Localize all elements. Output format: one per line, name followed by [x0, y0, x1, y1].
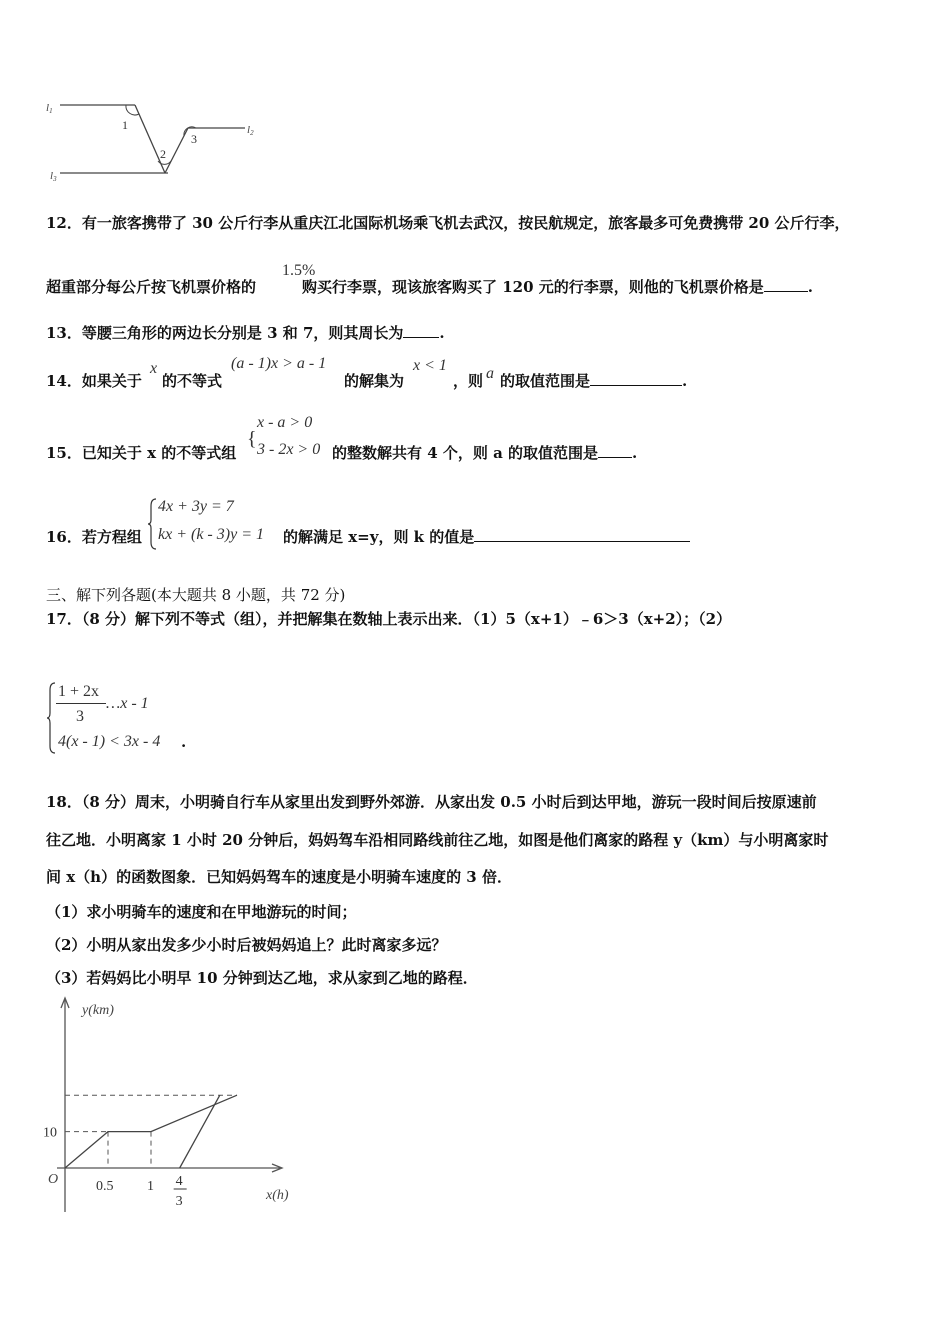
q18-sub1: （1）求小明骑车的速度和在甲地游玩的时间；	[46, 903, 357, 921]
q14-end: .	[682, 372, 688, 390]
transversal-2	[165, 128, 188, 173]
q15-a: 15．已知关于 x 的不等式组	[46, 444, 237, 462]
q18-line1: 18．（8 分）周末，小明骑自行车从家里出发到野外郊游．从家出发 0.5 小时后到达甲地，游玩一段时间后按原速前	[46, 793, 817, 811]
q14-line	[46, 370, 142, 391]
q14-e-wrap	[500, 370, 687, 391]
q15-brace: {	[247, 428, 257, 450]
x-tick-4-3-den: 3	[175, 1194, 183, 1209]
q15-end: .	[632, 444, 638, 462]
q17-end: .	[181, 733, 187, 751]
q14-d: ，则	[453, 372, 484, 390]
q14-b: 的不等式	[162, 372, 223, 390]
q17-ineq2: 4(x - 1) < 3x - 4	[58, 733, 161, 750]
q16-a-wrap	[46, 526, 142, 547]
q17-frac-den: 3	[76, 708, 84, 725]
label-l3: l3	[50, 170, 57, 183]
y-axis-label: y(km)	[82, 1003, 114, 1018]
x-tick-0.5: 0.5	[96, 1179, 114, 1194]
series-line-mother	[180, 1095, 220, 1168]
q14-var-a: a	[486, 365, 494, 382]
q13-end: .	[439, 324, 445, 342]
q16-eq2: kx + (k - 3)y = 1	[158, 526, 264, 543]
q16-eq1: 4x + 3y = 7	[158, 498, 234, 515]
q12-line2-a: 超重部分每公斤按飞机票价格的	[46, 278, 257, 296]
q13-answer-blank[interactable]	[403, 325, 439, 338]
label-l2: l2	[247, 124, 254, 137]
q13-text: 13．等腰三角形的两边长分别是 3 和 7，则其周长为	[46, 324, 404, 342]
q12-line1: 12．有一旅客携带了 30 公斤行李从重庆江北国际机场乘飞机去武汉，按民航规定，旅客最多可免费携带 20 公斤行李，	[46, 214, 850, 232]
q14-c: 的解集为	[344, 372, 405, 390]
section3-title: 三、解下列各题(本大题共 8 小题，共 72 分)	[46, 586, 346, 604]
x-tick-1: 1	[147, 1179, 154, 1194]
q15-ineq2: 3 - 2x > 0	[257, 441, 321, 458]
q14-var-x: x	[150, 360, 158, 377]
q14-answer-blank[interactable]	[590, 373, 682, 386]
q14-solution: x < 1	[413, 357, 447, 374]
q17-frac-num: 1 + 2x	[58, 683, 100, 700]
q12-end: .	[807, 278, 814, 296]
label-l1: l1	[46, 102, 53, 115]
parallel-lines-figure	[40, 95, 265, 190]
q16-a: 16．若方程组	[46, 528, 142, 546]
q17-text: 17．（8 分）解下列不等式（组），并把解集在数轴上表示出来．（1）5（x+1）﹣6＞3（x+2）；（2）	[46, 610, 732, 628]
distance-time-chart	[30, 990, 320, 1230]
q15-b-wrap	[332, 442, 637, 463]
q15-a-wrap	[46, 442, 236, 463]
series-line-xiaoming	[65, 1095, 237, 1168]
label-angle-1: 1	[122, 118, 128, 132]
q18-line3: 间 x（h）的函数图象．已知妈妈驾车的速度是小明骑车速度的 3 倍．	[46, 868, 512, 886]
q14-inequality: (a - 1)x > a - 1	[231, 355, 327, 372]
q15-b: 的整数解共有 4 个，则 a 的取值范围是	[332, 444, 599, 462]
q13-line	[46, 322, 445, 343]
q12-percent: 1.5%	[282, 262, 316, 279]
q17-rel1: …x - 1	[106, 695, 149, 712]
q12-line2	[46, 276, 813, 297]
q16-b: 的解满足 x=y，则 k 的值是	[283, 528, 475, 546]
y-tick-10: 10	[43, 1125, 57, 1141]
x-tick-4-3-num: 4	[175, 1174, 183, 1189]
q18-line2: 往乙地．小明离家 1 小时 20 分钟后，妈妈驾车沿相同路线前往乙地，如图是他们离家的路程 y（km）与小明离家时	[46, 831, 829, 849]
label-angle-2: 2	[160, 147, 166, 161]
q14-b-wrap	[162, 370, 222, 391]
q14-e: 的取值范围是	[500, 372, 591, 390]
q14-d-wrap	[453, 370, 483, 391]
q16-brace	[148, 498, 158, 550]
q17-frac-bar	[56, 703, 106, 704]
q17-brace	[47, 682, 57, 754]
q15-ineq1: x - a > 0	[257, 414, 313, 431]
q14-c-wrap	[344, 370, 404, 391]
q18-sub3: （3）若妈妈比小明早 10 分钟到达乙地，求从家到乙地的路程．	[46, 969, 478, 987]
origin-label: O	[48, 1172, 59, 1187]
label-angle-3: 3	[191, 132, 197, 146]
q12-answer-blank[interactable]	[764, 279, 808, 292]
x-axis-label: x(h)	[266, 1188, 289, 1203]
q16-b-wrap	[283, 526, 690, 547]
q15-answer-blank[interactable]	[598, 445, 632, 458]
q16-answer-blank[interactable]	[474, 529, 690, 542]
q14-a: 14．如果关于	[46, 372, 142, 390]
q12-line2-b: 购买行李票，现该旅客购买了 120 元的行李票，则他的飞机票价格是	[302, 278, 764, 296]
q18-sub2: （2）小明从家出发多少小时后被妈妈追上？此时离家多远？	[46, 936, 447, 954]
